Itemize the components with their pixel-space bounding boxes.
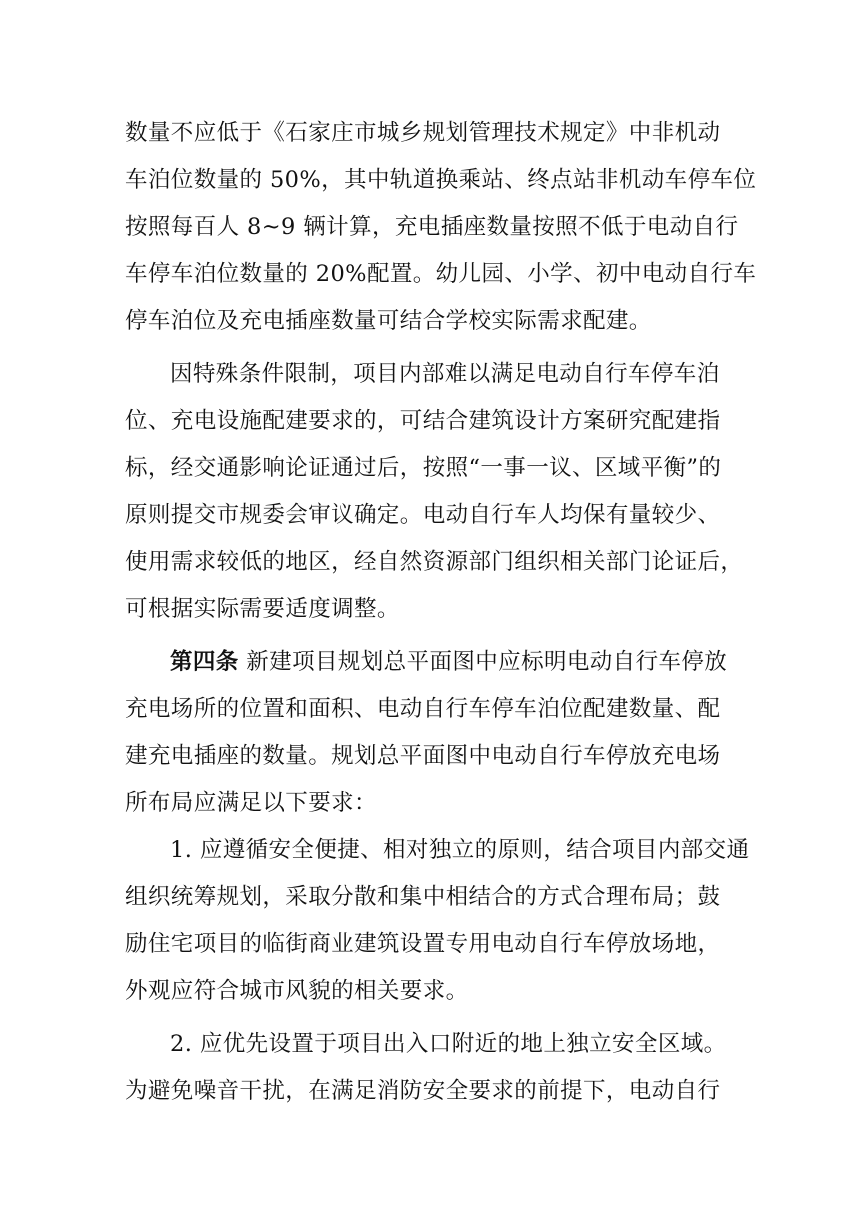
paragraph-1-line-2: 车泊位数量的 50%，其中轨道换乘站、终点站非机动车停车位	[125, 167, 757, 193]
paragraph-2-line-2: 位、充电设施配建要求的，可结合建筑设计方案研究配建指	[125, 408, 721, 434]
article-4-first-line-text: 新建项目规划总平面图中应标明电动自行车停放	[246, 649, 728, 675]
paragraph-2-line-1: 因特殊条件限制，项目内部难以满足电动自行车停车泊	[170, 361, 720, 387]
item-1-line-1: 1. 应遵循安全便捷、相对独立的原则，结合项目内部交通	[170, 837, 750, 863]
article-4-line-2: 充电场所的位置和面积、电动自行车停车泊位配建数量、配	[125, 696, 721, 722]
article-4-line-1	[170, 642, 727, 682]
item-2-line-1: 2. 应优先设置于项目出入口附近的地上独立安全区域。	[170, 1031, 727, 1057]
paragraph-1-line-4: 车停车泊位数量的 20%配置。幼儿园、小学、初中电动自行车	[125, 261, 757, 287]
item-2-line-2: 为避免噪音干扰，在满足消防安全要求的前提下，电动自行	[125, 1078, 721, 1104]
paragraph-1-line-5: 停车泊位及充电插座数量可结合学校实际需求配建。	[125, 308, 652, 334]
paragraph-1-line-3: 按照每百人 8~9 辆计算，充电插座数量按照不低于电动自行	[125, 214, 739, 240]
paragraph-1-line-1: 数量不应低于《石家庄市城乡规划管理技术规定》中非机动	[125, 120, 721, 146]
article-4-heading: 第四条	[170, 649, 239, 675]
article-4-line-3: 建充电插座的数量。规划总平面图中电动自行车停放充电场	[125, 743, 721, 769]
paragraph-2-line-6: 可根据实际需要适度调整。	[125, 596, 400, 622]
item-1-line-2: 组织统筹规划，采取分散和集中相结合的方式合理布局；鼓	[125, 884, 721, 910]
article-4-line-4: 所布局应满足以下要求：	[125, 790, 377, 816]
paragraph-2-line-4: 原则提交市规委会审议确定。电动自行车人均保有量较少、	[125, 502, 721, 528]
item-1-line-4: 外观应符合城市风貌的相关要求。	[125, 978, 469, 1004]
paragraph-2-line-5: 使用需求较低的地区，经自然资源部门组织相关部门论证后，	[125, 549, 744, 575]
item-1-line-3: 励住宅项目的临街商业建筑设置专用电动自行车停放场地，	[125, 931, 721, 957]
paragraph-2-line-3: 标，经交通影响论证通过后，按照“一事一议、区域平衡”的	[125, 455, 722, 481]
